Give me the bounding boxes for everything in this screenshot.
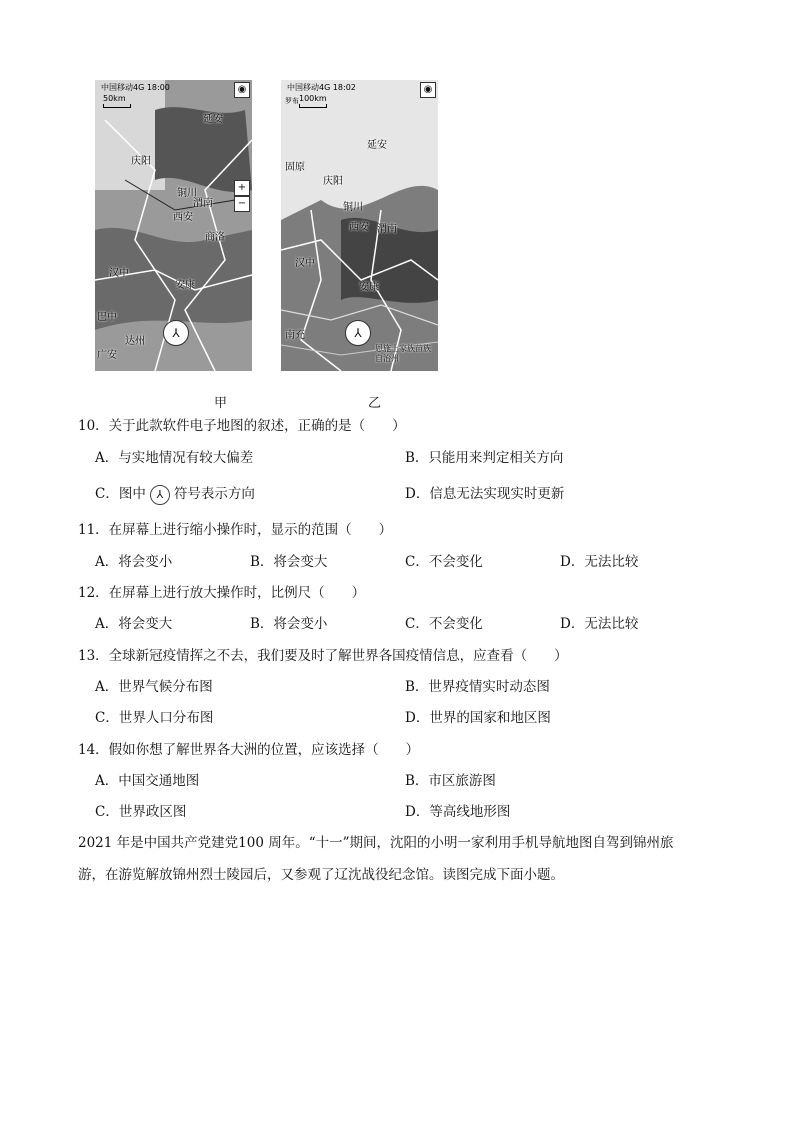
option-14d[interactable]: D．等高线地形图 <box>405 804 511 820</box>
city-label: 商洛 <box>205 232 225 243</box>
option-10c-prefix: C．图中 <box>95 486 146 502</box>
option-10a[interactable]: A．与实地情况有较大偏差 <box>95 450 254 466</box>
place-label: 罗布 <box>285 97 299 105</box>
option-12b[interactable]: B．将会变小 <box>250 616 328 632</box>
option-10d[interactable]: D．信息无法实现实时更新 <box>405 486 565 502</box>
city-label: 达州 <box>125 336 145 347</box>
question-12: 12．在屏幕上进行放大操作时，比例尺（ ） <box>78 585 366 601</box>
city-label: 汉中 <box>109 268 129 279</box>
city-label: 恩施土家族苗族自治州 <box>375 344 431 363</box>
city-label: 固原 <box>285 162 305 173</box>
city-label: 南充 <box>285 330 305 341</box>
option-10c[interactable] <box>95 482 255 505</box>
city-label: 铜川 <box>343 202 363 213</box>
compass-icon[interactable]: ⅄ <box>163 320 189 346</box>
option-13b[interactable]: B．世界疫情实时动态图 <box>405 679 550 695</box>
option-12c[interactable]: C．不会变化 <box>405 616 483 632</box>
question-14: 14．假如你想了解世界各大洲的位置，应该选择（ ） <box>78 742 420 758</box>
option-14b[interactable]: B．市区旅游图 <box>405 773 496 789</box>
city-label: 巴中 <box>97 312 117 323</box>
compass-icon: ⅄ <box>150 485 170 505</box>
zoom-out-icon[interactable]: − <box>234 196 250 212</box>
city-label: 渭南 <box>193 198 213 209</box>
city-label: 延安 <box>203 114 223 125</box>
compass-icon[interactable]: ⅄ <box>345 320 371 346</box>
layers-icon[interactable]: ◉ <box>420 82 436 98</box>
map-screenshot-jia <box>95 80 252 371</box>
city-label: 广安 <box>97 350 117 361</box>
city-label: 庆阳 <box>323 176 343 187</box>
city-label: 铜川 <box>177 188 197 199</box>
scale-label: 50km <box>103 94 126 103</box>
option-11c[interactable]: C．不会变化 <box>405 554 483 570</box>
option-10b[interactable]: B．只能用来判定相关方向 <box>405 450 564 466</box>
option-14a[interactable]: A．中国交通地图 <box>95 773 200 789</box>
city-label: 渭南 <box>377 224 397 235</box>
option-12d[interactable]: D．无法比较 <box>560 616 639 632</box>
scale-bar <box>299 94 327 108</box>
option-13d[interactable]: D．世界的国家和地区图 <box>405 710 551 726</box>
scale-bar <box>103 94 131 108</box>
passage-line-1: 2021 年是中国共产党建党100 周年。“十一”期间，沈阳的小明一家利用手机导航地图自驾到锦州旅 <box>78 835 674 851</box>
question-10: 10．关于此款软件电子地图的叙述，正确的是（ ） <box>78 418 406 434</box>
status-bar: 中国移动4G 18:00 <box>101 83 170 92</box>
option-13c[interactable]: C．世界人口分布图 <box>95 710 214 726</box>
layers-icon[interactable]: ◉ <box>234 82 250 98</box>
passage-line-2: 游，在游览解放锦州烈士陵园后，又参观了辽沈战役纪念馆。读图完成下面小题。 <box>78 867 564 883</box>
city-label: 安康 <box>175 280 195 291</box>
city-label: 汉中 <box>295 258 315 269</box>
zoom-in-icon[interactable]: + <box>234 180 250 196</box>
city-label: 西安 <box>173 212 193 223</box>
city-label: 安康 <box>359 282 379 293</box>
option-10c-suffix: 符号表示方向 <box>173 486 255 502</box>
figure-caption-yi: 乙 <box>368 396 382 411</box>
option-11b[interactable]: B．将会变大 <box>250 554 328 570</box>
status-bar: 中国移动4G 18:02 <box>287 83 356 92</box>
scale-label: 100km <box>299 94 327 103</box>
city-label: 延安 <box>367 140 387 151</box>
figure-caption-jia: 甲 <box>214 396 228 411</box>
map-screenshot-yi <box>281 80 438 371</box>
option-12a[interactable]: A．将会变大 <box>95 616 173 632</box>
question-13: 13．全球新冠疫情挥之不去，我们要及时了解世界各国疫情信息，应查看（ ） <box>78 648 568 664</box>
question-11: 11．在屏幕上进行缩小操作时，显示的范围（ ） <box>78 522 393 538</box>
city-label: 庆阳 <box>131 156 151 167</box>
option-11d[interactable]: D．无法比较 <box>560 554 639 570</box>
option-11a[interactable]: A．将会变小 <box>95 554 173 570</box>
option-13a[interactable]: A．世界气候分布图 <box>95 679 213 695</box>
option-14c[interactable]: C．世界政区图 <box>95 804 187 820</box>
city-label: 西安 <box>349 222 369 233</box>
